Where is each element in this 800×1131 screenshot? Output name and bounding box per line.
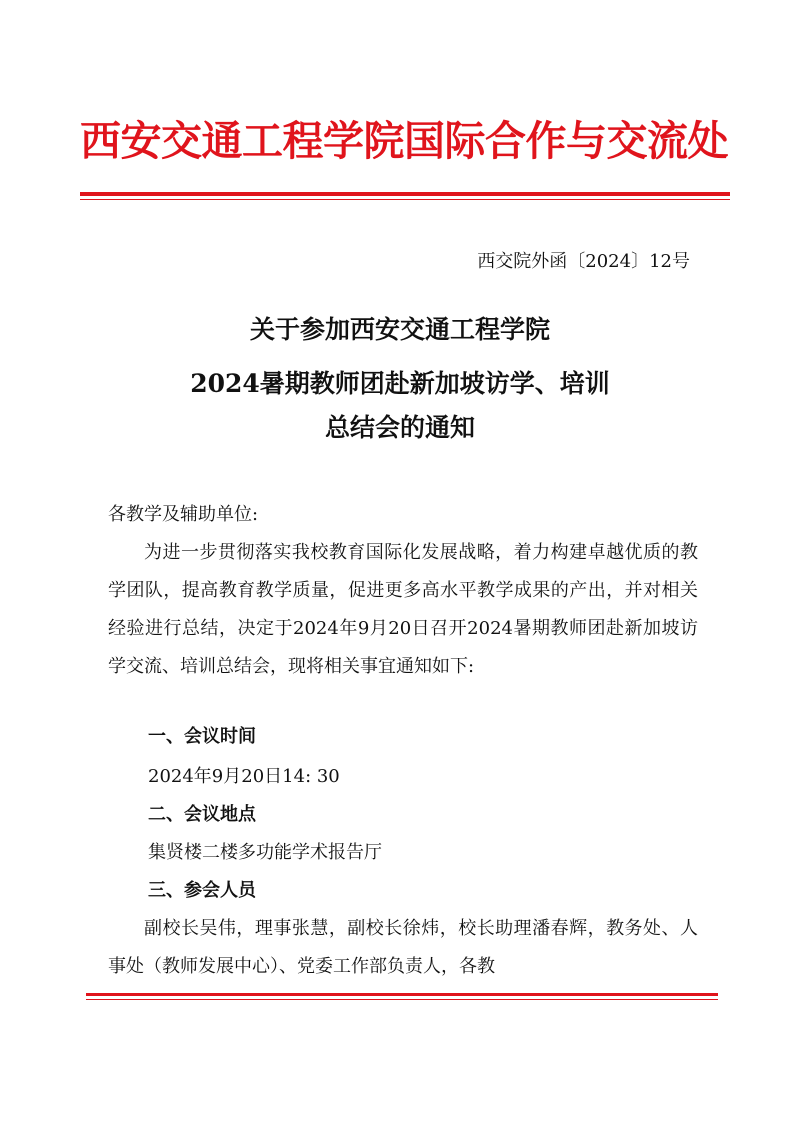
letterhead-title: 西安交通工程学院国际合作与交流处 bbox=[80, 117, 728, 165]
meeting-time: 2024年9月20日14: 30 bbox=[148, 766, 340, 787]
footer-rule-thick bbox=[86, 993, 718, 996]
intro-paragraph: 为进一步贯彻落实我校教育国际化发展战略，着力构建卓越优质的教学团队，提高教育教学质量，促进更多高水平教学成果的产出，并对相关经验进行总结，决定于2024年9月20日召开2024暑期教师团赴新加坡访学交流、培训总结会，现将相关事宜通知如下: bbox=[108, 542, 698, 677]
letterhead-rule-thick bbox=[80, 192, 730, 196]
section-heading-attendees: 三、参会人员 bbox=[148, 880, 256, 901]
document-number: 西交院外函〔2024〕12号 bbox=[477, 251, 690, 272]
title-line-1: 关于参加西安交通工程学院 bbox=[249, 315, 550, 344]
letterhead-rule-thin bbox=[80, 199, 730, 200]
section-heading-location: 二、会议地点 bbox=[148, 804, 256, 825]
title-line-2: 2024暑期教师团赴新加坡访学、培训 bbox=[190, 369, 610, 398]
attendees-paragraph: 副校长吴伟，理事张慧，副校长徐炜，校长助理潘春辉，教务处、人事处（教师发展中心）、党委工作部负责人，各教 bbox=[108, 918, 698, 977]
footer-rule-thin bbox=[86, 999, 718, 1000]
section-heading-time: 一、会议时间 bbox=[148, 726, 256, 747]
meeting-location: 集贤楼二楼多功能学术报告厅 bbox=[148, 842, 382, 863]
salutation: 各教学及辅助单位: bbox=[108, 504, 259, 525]
title-line-3: 总结会的通知 bbox=[324, 413, 475, 442]
